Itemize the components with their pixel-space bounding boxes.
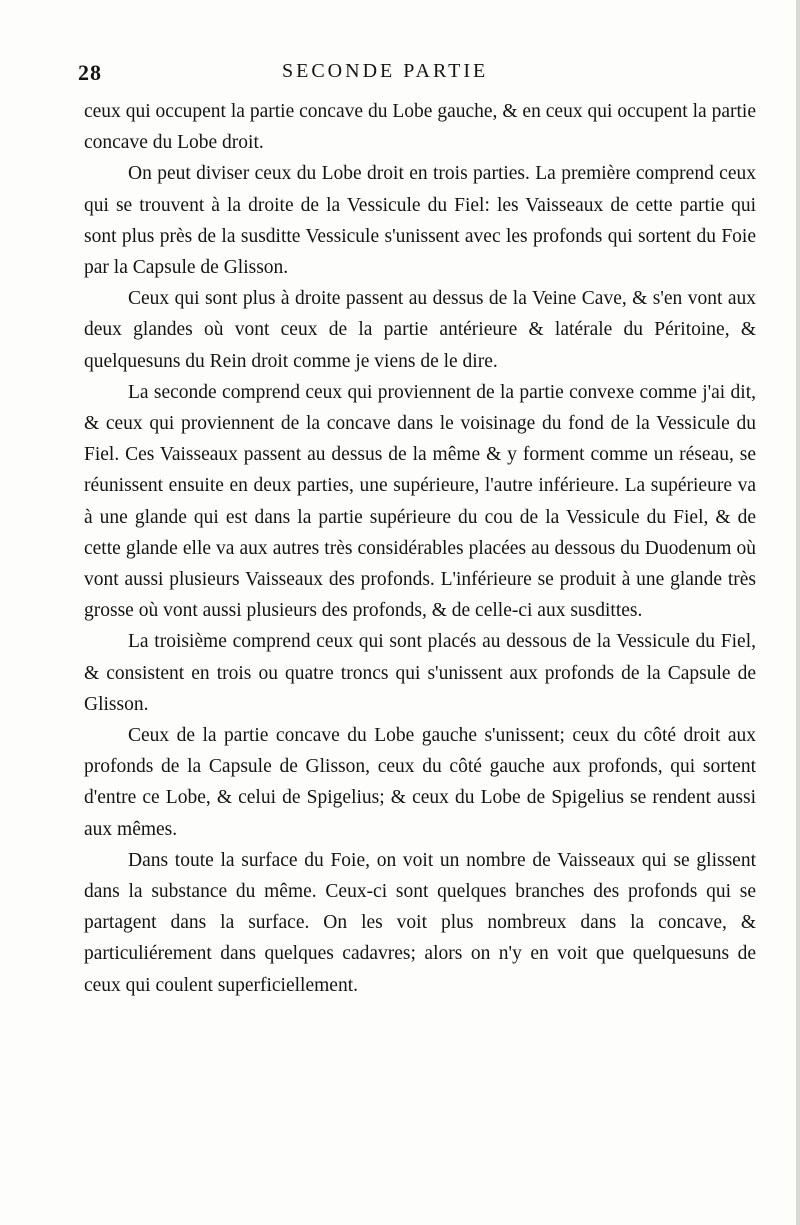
paragraph-veine-cave: Ceux qui sont plus à droite passent au dessus de la Veine Cave, & s'en vont aux deux glandes où vont ceux de la partie antérieure & latérale du Péritoine, & quelquesuns du Rein droit comme je viens de le dire. [84, 288, 756, 372]
paragraph-surface-foie: Dans toute la surface du Foie, on voit un nombre de Vaisseaux qui se glissent dans la substance du même. Ceux-ci sont quelques branches des profonds qui se partagent dans la surface. On les voit plus nombreux dans la concave, & particuliérement dans quelques cadavres; alors on n'y en voit que quelquesuns de ceux qui coulent superficiellement. [84, 849, 756, 996]
paragraph-lobe-droit: On peut diviser ceux du Lobe droit en trois parties. La première comprend ceux qui se trouvent à la droite de la Vessicule du Fiel: les Vaisseaux de cette partie qui sont plus près de la susditte Vessicule s'unissent avec les profonds qui sortent du Foie par la Capsule de Glisson. [84, 163, 756, 279]
page-header [0, 60, 800, 90]
paragraph-seconde: La seconde comprend ceux qui proviennent de la partie convexe comme j'ai dit, & ceux qui proviennent de la concave dans le voisinage du fond de la Vessicule du Fiel. Ces Vaisseaux passent au dessus de la même & y forment comme un réseau, se réunissent ensuite en deux parties, une supérieure, l'autre inférieure. La supérieure va à une glande qui est dans la partie supérieure du cou de la Vessicule du Fiel, & de cette glande elle va aux autres très considérables placées au dessous du Duodenum où vont aussi plusieurs Vaisseaux des profonds. L'inférieure se produit à une glande très grosse où vont aussi plusieurs des profonds, & de celle-ci aux susdittes. [84, 381, 756, 622]
body-text [84, 96, 756, 1001]
paragraph-troisieme: La troisième comprend ceux qui sont placés au dessous de la Vessicule du Fiel, & consistent en trois ou quatre troncs qui s'unissent aux profonds de la Capsule de Glisson. [84, 631, 756, 715]
running-head: SECONDE PARTIE [282, 60, 489, 82]
paragraph-lobe-gauche: Ceux de la partie concave du Lobe gauche s'unissent; ceux du côté droit aux profonds de la Capsule de Glisson, ceux du côté gauche aux profonds, qui sortent d'entre ce Lobe, & celui de Spigelius; & ceux du Lobe de Spigelius se rendent aussi aux mêmes. [84, 725, 756, 840]
paragraph-continuation: ceux qui occupent la partie concave du Lobe gauche, & en ceux qui occupent la partie concave du Lobe droit. [84, 101, 756, 154]
page-edge [796, 0, 800, 1225]
page-number: 28 [78, 60, 102, 85]
